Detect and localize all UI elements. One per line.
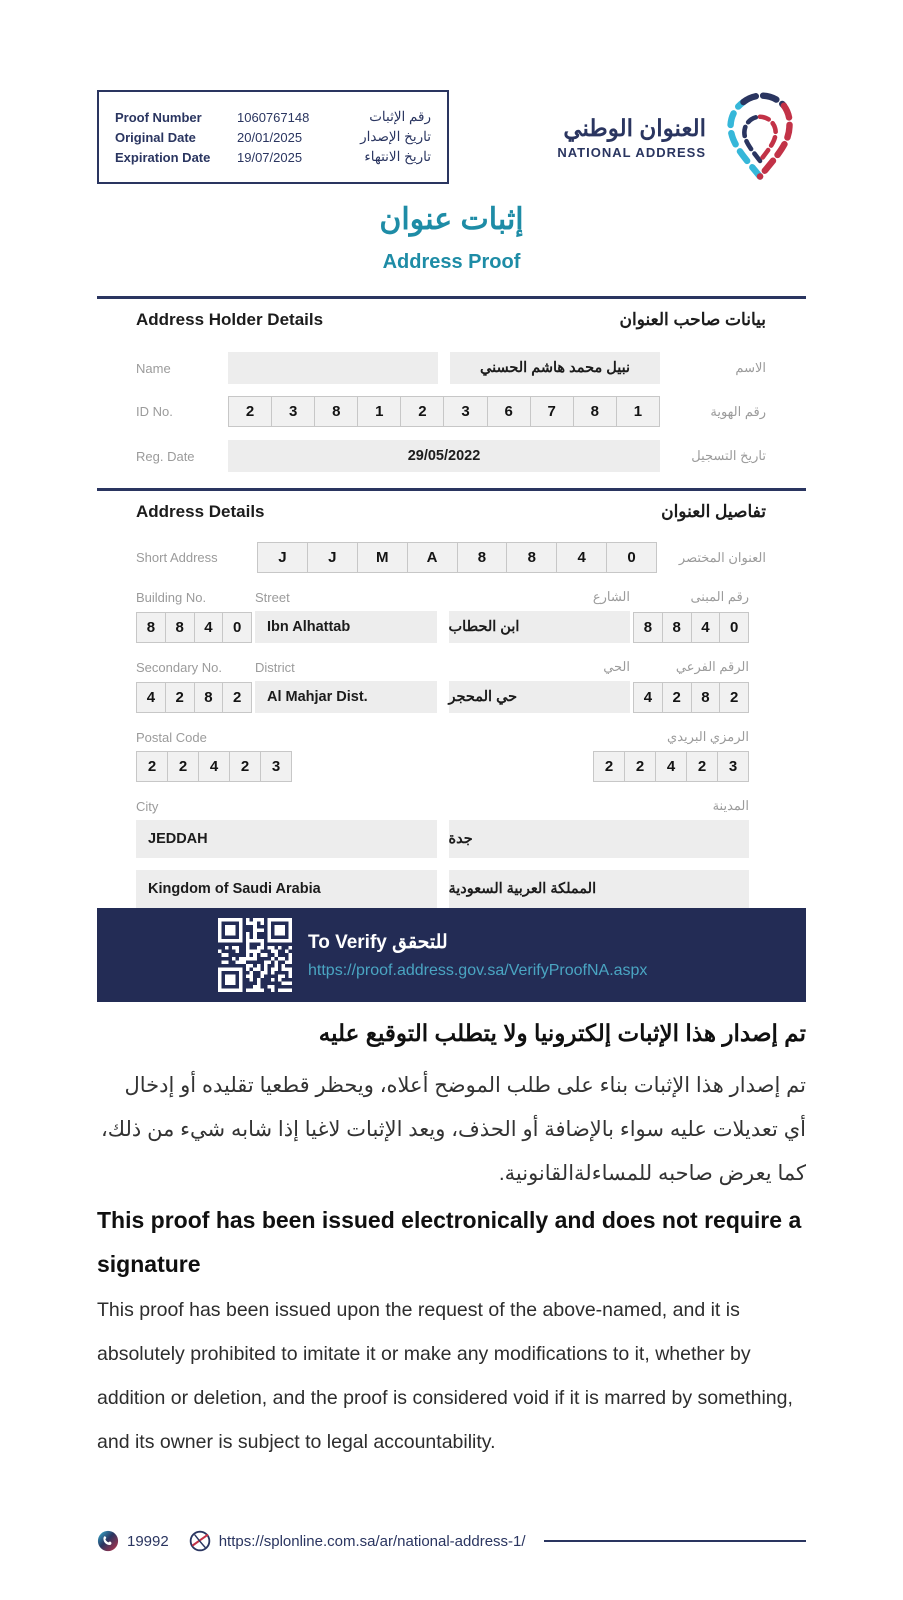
proof-number-value: 1060767148 (237, 109, 310, 125)
char-cell: 2 (720, 682, 749, 713)
char-cell: 4 (195, 612, 224, 643)
char-cell: 1 (358, 396, 401, 427)
char-cell: 0 (720, 612, 749, 643)
char-cell: 3 (272, 396, 315, 427)
char-cell: 3 (718, 751, 749, 782)
country-value-en-box: Kingdom of Saudi Arabia (136, 870, 437, 908)
char-cell: 2 (687, 751, 718, 782)
verify-text-block (308, 931, 647, 980)
name-label-ar: الاسم (735, 360, 766, 375)
secondary-digits-left (136, 682, 252, 713)
char-cell: 2 (228, 396, 272, 427)
char-cell: 8 (166, 612, 195, 643)
street-value-en-box: Ibn Alhattab (255, 611, 437, 643)
char-cell: 8 (458, 542, 508, 573)
char-cell: 4 (633, 682, 663, 713)
district-value-ar-box: حي المحجر (449, 681, 631, 713)
reg-date-row (97, 440, 806, 472)
logo-english-name: NATIONAL ADDRESS (557, 144, 706, 160)
char-cell: 2 (166, 682, 195, 713)
footer-rule (544, 1540, 806, 1542)
building-label-ar: رقم المبنى (690, 589, 749, 604)
id-number-row (97, 396, 806, 427)
char-cell: 4 (136, 682, 166, 713)
phone-icon (97, 1530, 119, 1552)
holder-header-ar: بيانات صاحب العنوان (619, 310, 766, 329)
country-value-ar-box: المملكة العربية السعودية (449, 870, 750, 908)
char-cell: 2 (401, 396, 444, 427)
disclaimer-heading-ar: تم إصدار هذا الإثبات إلكترونيا ولا يتطلب التوقيع عليه (318, 1020, 806, 1046)
char-cell: M (358, 542, 408, 573)
postal-code-row (136, 751, 749, 782)
original-date-label-ar: تاريخ الإصدار (360, 129, 431, 144)
reg-date-value-box: 29/05/2022 (228, 440, 660, 472)
district-value-en-box: Al Mahjar Dist. (255, 681, 437, 713)
postal-digits-right (593, 751, 749, 782)
postal-label-en: Postal Code (136, 730, 207, 745)
char-cell: J (257, 542, 308, 573)
char-cell: 2 (625, 751, 656, 782)
city-row (136, 820, 749, 858)
id-label-en: ID No. (136, 404, 173, 419)
char-cell: 7 (531, 396, 574, 427)
proof-number-label-ar: رقم الإثبات (369, 109, 431, 124)
proof-number-label-en: Proof Number (115, 109, 202, 125)
secondary-district-row (136, 681, 749, 713)
char-cell: 1 (617, 396, 660, 427)
short-address-label-en: Short Address (136, 550, 218, 565)
verify-url-link[interactable]: https://proof.address.gov.sa/VerifyProofNA.aspx (308, 961, 648, 979)
secondary-district-labels (136, 659, 749, 675)
expiration-date-label-ar: تاريخ الانتهاء (364, 149, 431, 164)
char-cell: 8 (574, 396, 617, 427)
id-digit-boxes (228, 396, 660, 427)
char-cell: 4 (557, 542, 607, 573)
expiration-date-row (115, 149, 431, 165)
char-cell: 2 (663, 682, 692, 713)
address-holder-section (97, 296, 806, 472)
country-row (136, 870, 749, 908)
char-cell: 0 (607, 542, 657, 573)
char-cell: J (308, 542, 358, 573)
char-cell: 2 (223, 682, 252, 713)
city-label-en: City (136, 799, 159, 814)
name-value-ar-box: نبيل محمد هاشم الحسني (450, 352, 660, 384)
city-label-ar: المدينة (712, 798, 749, 813)
char-cell: 8 (136, 612, 166, 643)
district-label-ar: الحي (603, 659, 630, 674)
char-cell: 2 (168, 751, 199, 782)
char-cell: A (408, 542, 458, 573)
expiration-date-label-en: Expiration Date (115, 149, 211, 165)
char-cell: 8 (315, 396, 358, 427)
postal-digits-left (136, 751, 292, 782)
holder-header-en: Address Holder Details (136, 310, 324, 329)
city-value-en-box: JEDDAH (136, 820, 437, 858)
char-cell: 2 (593, 751, 625, 782)
verify-label: To Verify للتحقق (308, 931, 448, 953)
short-address-row (97, 542, 806, 573)
document-title (97, 202, 806, 274)
char-cell: 8 (633, 612, 663, 643)
holder-section-header (97, 310, 806, 330)
location-pin-icon (714, 91, 806, 183)
disclaimer-body-en: This proof has been issued upon the request of the above-named, and it is absolutely prohibited to imitate it or make any modifications to it, whether by addition or deletion, and the proof is considered void if it is marred by something, and its owner is subject to legal accountability. (97, 1299, 793, 1453)
original-date-label-en: Original Date (115, 129, 196, 145)
disclaimer-heading-en: This proof has been issued electronically and does not require a signature (97, 1207, 802, 1277)
name-value-en-box (228, 352, 438, 384)
char-cell: 8 (692, 682, 721, 713)
footer (97, 1530, 806, 1552)
char-cell: 4 (692, 612, 721, 643)
building-label-en: Building No. (136, 590, 207, 605)
char-cell: 6 (488, 396, 531, 427)
char-cell: 4 (199, 751, 230, 782)
expiration-date-value: 19/07/2025 (237, 149, 303, 165)
address-section-header (97, 502, 806, 522)
city-value-ar-box: جدة (449, 820, 750, 858)
building-digits-left (136, 612, 252, 643)
id-label-ar: رقم الهوية (710, 403, 766, 419)
national-address-logo (557, 91, 806, 183)
name-label-en: Name (136, 360, 171, 376)
secondary-digits-right (633, 682, 749, 713)
document-header (97, 90, 806, 184)
qr-code (218, 918, 292, 992)
logo-wordmark (557, 115, 706, 160)
char-cell: 2 (230, 751, 261, 782)
char-cell: 0 (223, 612, 252, 643)
street-label-ar: الشارع (592, 589, 630, 604)
address-header-en: Address Details (136, 502, 265, 521)
city-labels (136, 798, 749, 814)
footer-url-link[interactable]: https://splonline.com.sa/ar/national-address-1/ (218, 1532, 526, 1550)
verify-bar (97, 908, 806, 1002)
postal-label-ar: الرمزي البريدي (667, 729, 749, 744)
building-digits-right (633, 612, 749, 643)
building-street-row (136, 611, 749, 643)
short-address-label-ar: العنوان المختصر (678, 549, 766, 565)
char-cell: 8 (195, 682, 224, 713)
char-cell: 2 (136, 751, 168, 782)
proof-meta-box (97, 90, 449, 184)
char-cell: 4 (656, 751, 687, 782)
building-street-labels (136, 589, 749, 605)
name-row (97, 352, 806, 384)
char-cell: 8 (507, 542, 557, 573)
title-arabic: إثبات عنوان (379, 203, 524, 236)
title-english: Address Proof (382, 251, 521, 273)
street-value-ar-box: ابن الحطاب (449, 611, 631, 643)
reg-date-label-ar: تاريخ التسجيل (691, 448, 766, 463)
disclaimer-body-ar: تم إصدار هذا الإثبات بناء على طلب الموضح أعلاه، ويحظر قطعيا تقليده أو إدخال أي تعديلات عليه سواء بالإضافة أو الحذف، ويعد الإثبات لاغيا إذا شابه شيء من ذلك، كما يعرض صاحبه للمساءلةالقانونية. (101, 1074, 806, 1185)
globe-icon (189, 1530, 211, 1552)
logo-arabic-name: العنوان الوطني (563, 114, 706, 141)
char-cell: 3 (261, 751, 292, 782)
address-grid (136, 589, 749, 908)
original-date-value: 20/01/2025 (237, 129, 303, 145)
address-details-section (97, 488, 806, 908)
char-cell: 8 (663, 612, 692, 643)
district-label-en: District (255, 660, 295, 675)
original-date-row (115, 129, 431, 145)
short-address-boxes (257, 542, 657, 573)
proof-number-row (115, 109, 431, 125)
postal-code-labels (136, 729, 749, 745)
footer-phone-number: 19992 (127, 1532, 169, 1550)
secondary-label-ar: الرقم الفرعي (675, 659, 749, 674)
char-cell: 3 (444, 396, 487, 427)
address-header-ar: تفاصيل العنوان (661, 502, 766, 521)
street-label-en: Street (255, 590, 290, 605)
reg-date-label-en: Reg. Date (136, 448, 195, 464)
secondary-label-en: Secondary No. (136, 660, 222, 675)
